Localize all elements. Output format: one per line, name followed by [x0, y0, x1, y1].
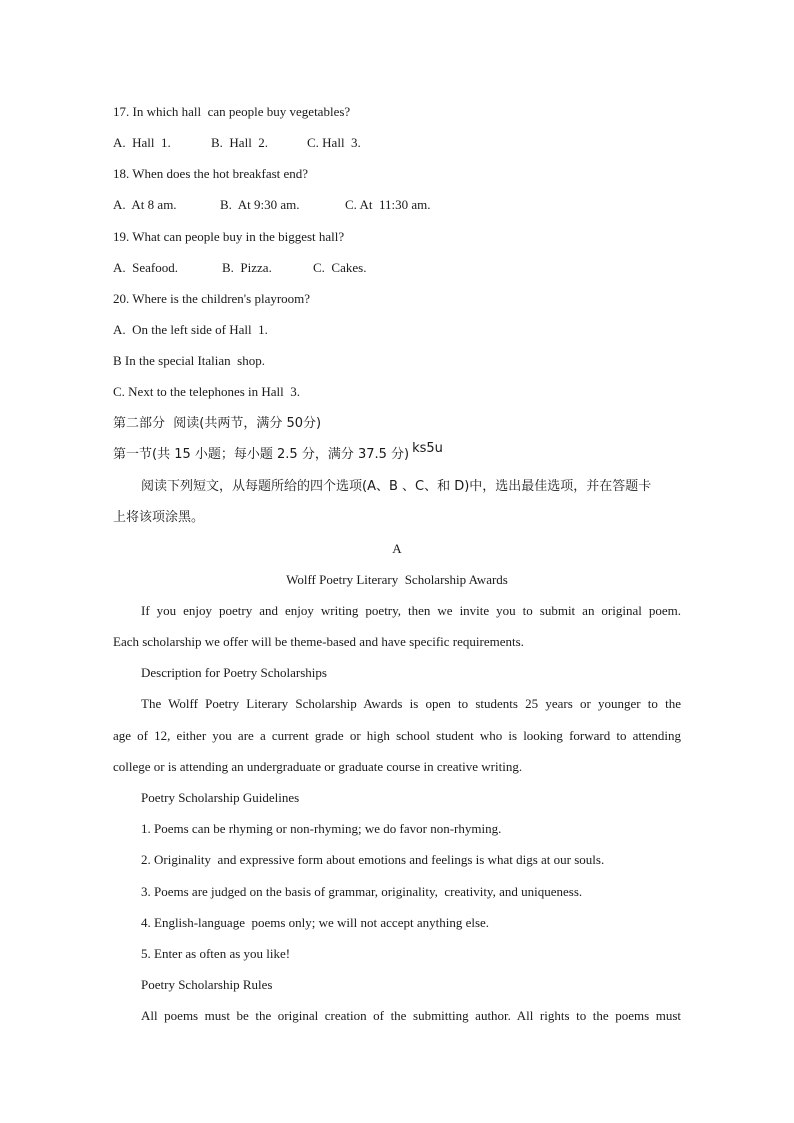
- description-heading: Description for Poetry Scholarships: [141, 665, 327, 680]
- question-20-option-b: B In the special Italian shop.: [113, 353, 265, 368]
- section-one-heading-text: 第一节(共 15 小题；每小题 2.5 分，满分 37.5 分): [113, 447, 410, 462]
- question-18-option-c: C. At 11:30 am.: [345, 197, 431, 212]
- paragraph-2-line-1: The Wolff Poetry Literary Scholarship Awards is open to students 25 years or younger to the: [141, 696, 681, 711]
- paragraph-3-line-1: All poems must be the original creation of the submitting author. All rights to the poems must: [141, 1008, 681, 1023]
- passage-title: Wolff Poetry Literary Scholarship Awards: [286, 572, 508, 587]
- guideline-5: 5. Enter as often as you like!: [141, 946, 291, 961]
- question-20-option-a: A. On the left side of Hall 1.: [113, 322, 268, 337]
- paragraph-1-line-2: Each scholarship we offer will be theme-based and have specific requirements.: [113, 634, 524, 649]
- section-one-heading: [113, 441, 443, 464]
- paragraph-2-line-2: age of 12, either you are a current grade or high school student who is looking forward to attending: [113, 728, 681, 743]
- question-20-option-c: C. Next to the telephones in Hall 3.: [113, 384, 301, 399]
- guideline-2: 2. Originality and expressive form about emotions and feelings is what digs at our souls.: [141, 852, 605, 867]
- passage-letter: A: [392, 541, 402, 556]
- guidelines-heading: Poetry Scholarship Guidelines: [141, 790, 300, 805]
- question-19-option-c: C. Cakes.: [313, 260, 367, 275]
- question-17-option-c: C. Hall 3.: [307, 135, 361, 150]
- question-17-option-a: A. Hall 1.: [113, 135, 171, 150]
- part-two-heading: 第二部分 阅读(共两节，满分 50分): [113, 416, 322, 431]
- question-17-stem: 17. In which hall can people buy vegetables?: [113, 104, 351, 119]
- guideline-4: 4. English-language poems only; we will not accept anything else.: [141, 915, 490, 930]
- rules-heading: Poetry Scholarship Rules: [141, 977, 273, 992]
- guideline-1: 1. Poems can be rhyming or non-rhyming; we do favor non-rhyming.: [141, 821, 502, 836]
- question-19-option-b: B. Pizza.: [222, 260, 272, 275]
- question-18-stem: 18. When does the hot breakfast end?: [113, 166, 309, 181]
- paragraph-1-line-1: If you enjoy poetry and enjoy writing poetry, then we invite you to submit an original poem.: [141, 603, 681, 618]
- question-20-stem: 20. Where is the children's playroom?: [113, 291, 311, 306]
- question-19-option-a: A. Seafood.: [113, 260, 178, 275]
- guideline-3: 3. Poems are judged on the basis of grammar, originality, creativity, and uniqueness.: [141, 884, 583, 899]
- question-18-option-a: A. At 8 am.: [113, 197, 177, 212]
- paragraph-2-line-3: college or is attending an undergraduate or graduate course in creative writing.: [113, 759, 523, 774]
- question-18-option-b: B. At 9:30 am.: [220, 197, 300, 212]
- instructions-line-1: 阅读下列短文，从每题所给的四个选项(A、B 、C、和 D)中，选出最佳选项，并在答题卡: [141, 479, 652, 494]
- instructions-line-2: 上将该项涂黑。: [113, 510, 205, 525]
- question-17-option-b: B. Hall 2.: [211, 135, 269, 150]
- watermark-text: ks5u: [412, 441, 443, 456]
- question-19-stem: 19. What can people buy in the biggest hall?: [113, 229, 345, 244]
